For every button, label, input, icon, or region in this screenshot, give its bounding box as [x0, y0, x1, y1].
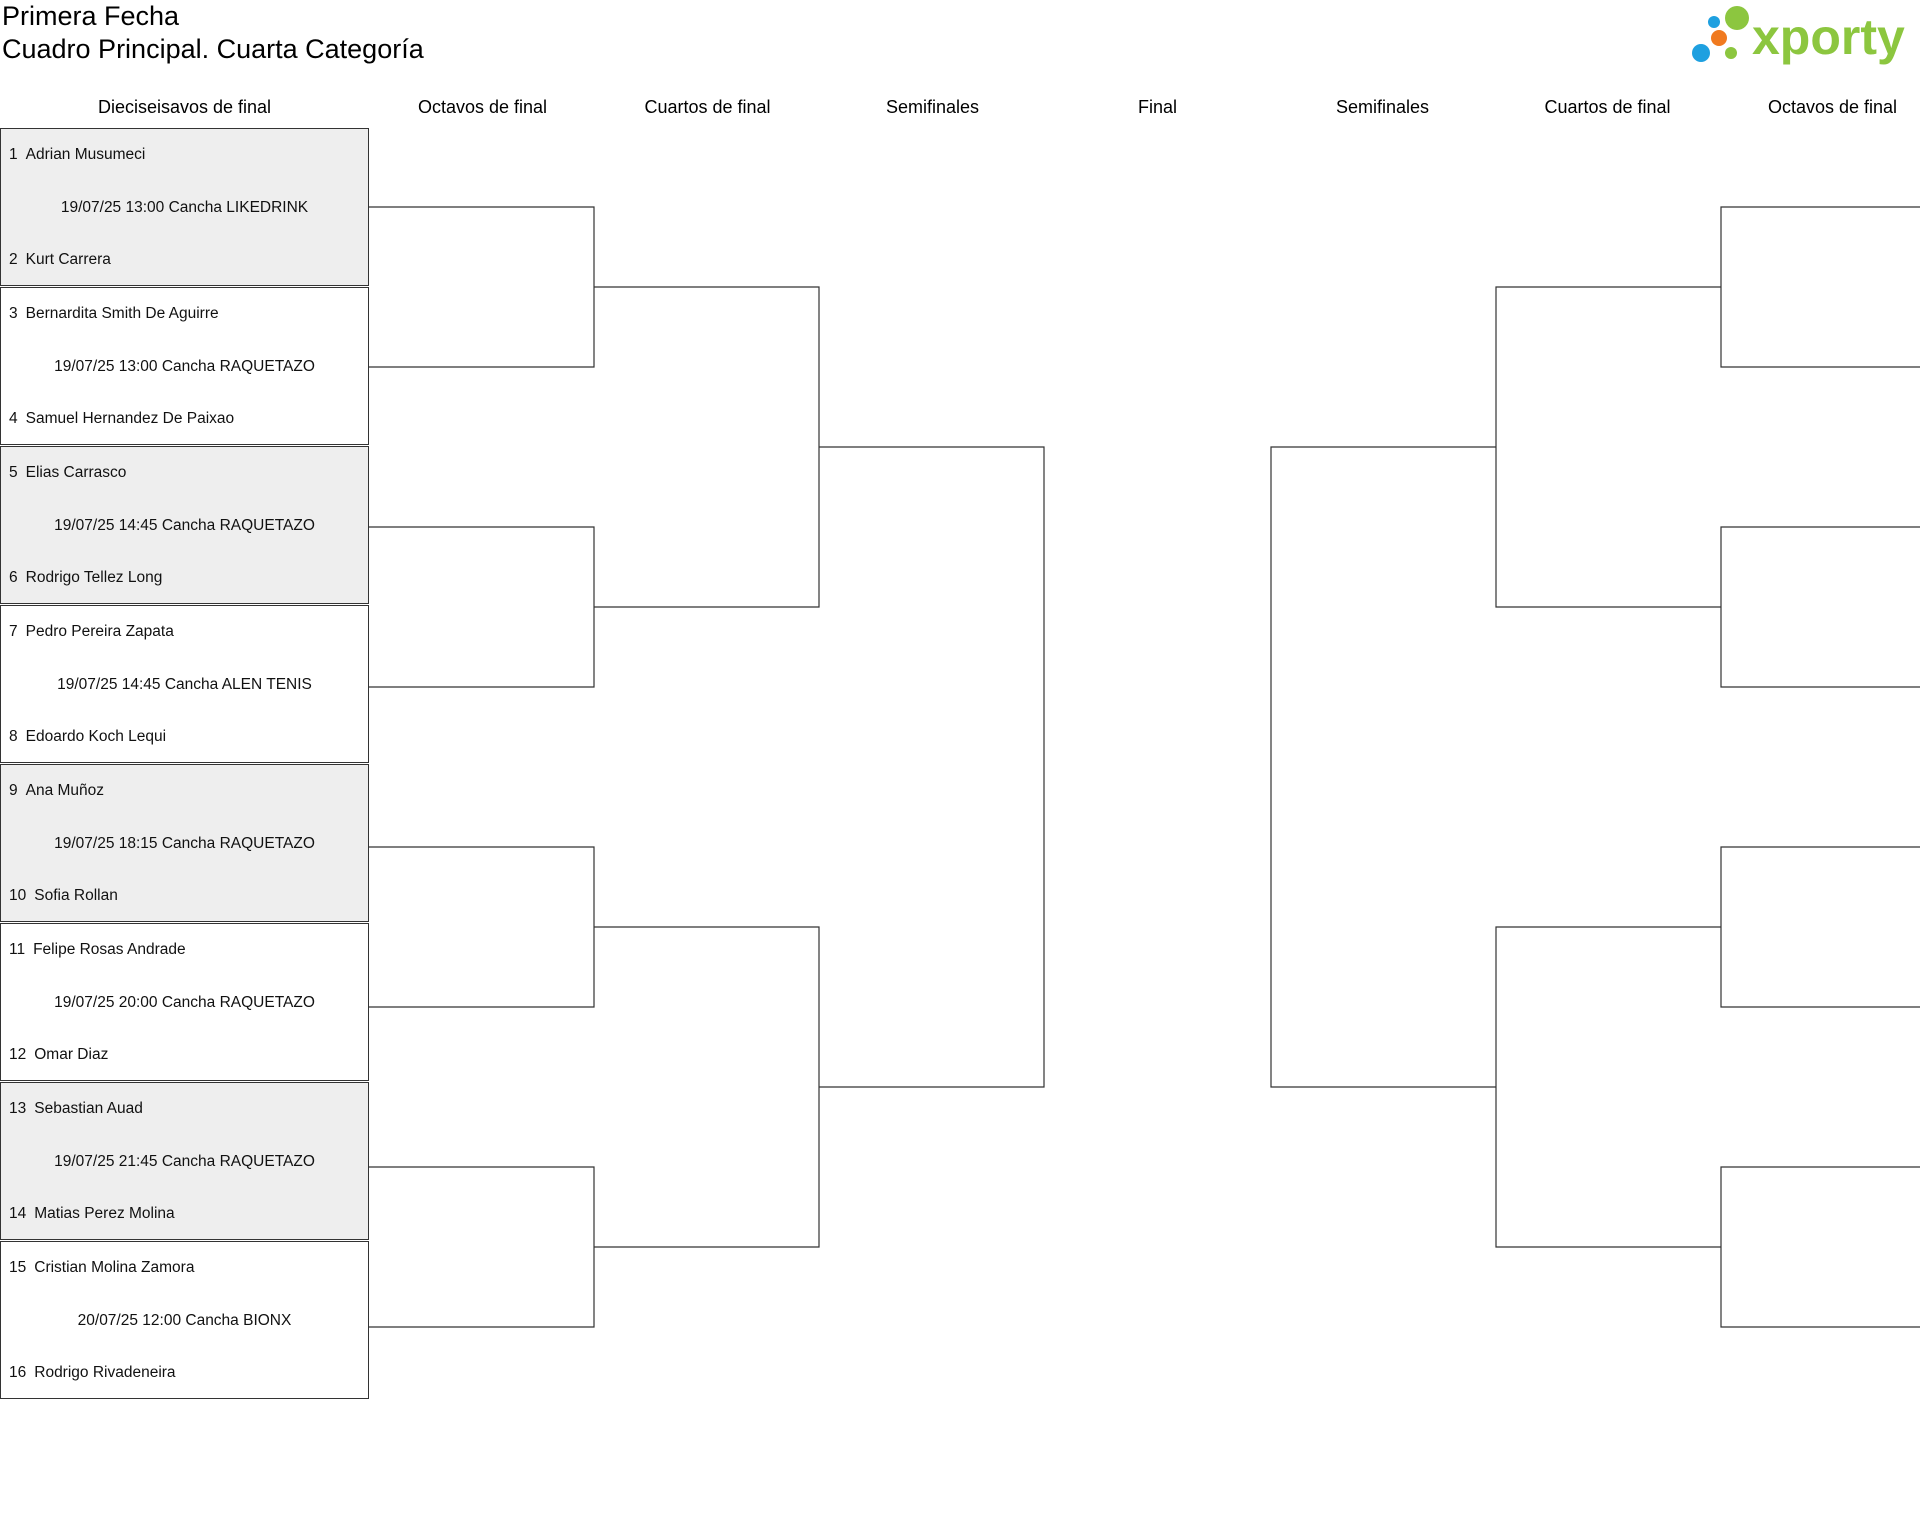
bracket-cuartos-right-1 [1496, 287, 1721, 607]
round-header-octavos-left: Octavos de final [417, 97, 548, 117]
player-seed: 14 [9, 1205, 27, 1222]
player-row [9, 940, 186, 960]
match-schedule: 19/07/25 21:45 Cancha RAQUETAZO [54, 1153, 315, 1170]
player-name: Elias Carrasco [25, 464, 127, 481]
player-seed: 7 [9, 623, 18, 640]
player-row [9, 727, 166, 747]
player-seed: 15 [9, 1259, 27, 1276]
bracket-cuartos-1 [594, 287, 819, 607]
bracket-semifinal-left [819, 447, 1044, 1087]
player-seed: 1 [9, 146, 18, 163]
round-header-semifinales-left: Semifinales [885, 97, 980, 117]
bracket-octavos-2 [369, 527, 594, 687]
player-seed: 9 [9, 782, 18, 799]
player-name: Cristian Molina Zamora [34, 1259, 195, 1276]
player-name: Sofia Rollan [34, 887, 118, 904]
player-name: Matias Perez Molina [34, 1205, 175, 1222]
player-seed: 2 [9, 251, 18, 268]
player-seed: 10 [9, 887, 27, 904]
player-name: Ana Muñoz [25, 782, 105, 799]
match-schedule: 19/07/25 18:15 Cancha RAQUETAZO [54, 835, 315, 852]
round-header-octavos-right: Octavos de final [1767, 97, 1898, 117]
player-name: Omar Diaz [34, 1046, 109, 1063]
round-header-cuartos-left: Cuartos de final [644, 97, 771, 117]
round-header-final: Final [1137, 97, 1177, 117]
player-row [9, 568, 162, 588]
bracket-octavos-right-4 [1721, 1167, 1920, 1327]
match-box [0, 287, 369, 445]
bracket-octavos-right-3 [1721, 847, 1920, 1007]
player-row [9, 1258, 194, 1278]
logo-wordmark: xporty [1752, 9, 1905, 65]
round-header-dieciseisavos: Dieciseisavos de final [97, 97, 272, 117]
match-schedule: 19/07/25 14:45 Cancha ALEN TENIS [57, 676, 312, 693]
player-name: Kurt Carrera [25, 251, 111, 268]
bracket-octavos-1 [369, 207, 594, 367]
player-row [9, 409, 234, 429]
player-name: Sebastian Auad [34, 1100, 143, 1117]
match-schedule: 19/07/25 20:00 Cancha RAQUETAZO [54, 994, 315, 1011]
player-row [9, 250, 111, 270]
match-schedule: 19/07/25 14:45 Cancha RAQUETAZO [54, 517, 315, 534]
page-subtitle: Cuadro Principal. Cuarta Categoría [2, 34, 424, 64]
player-name: Bernardita Smith De Aguirre [25, 305, 219, 322]
bracket-octavos-3 [369, 847, 594, 1007]
player-row [9, 463, 126, 483]
bracket-semifinal-right [1271, 447, 1496, 1087]
match-schedule: 19/07/25 13:00 Cancha LIKEDRINK [60, 199, 309, 216]
bracket-octavos-4 [369, 1167, 594, 1327]
player-name: Samuel Hernandez De Paixao [25, 410, 235, 427]
match-schedule: 20/07/25 12:00 Cancha BIONX [77, 1312, 292, 1329]
player-row [9, 1204, 175, 1224]
match-box [0, 764, 369, 922]
player-seed: 12 [9, 1046, 27, 1063]
player-seed: 6 [9, 569, 18, 586]
player-seed: 16 [9, 1364, 27, 1381]
match-box [0, 128, 369, 286]
player-seed: 5 [9, 464, 18, 481]
bracket-cuartos-2 [594, 927, 819, 1247]
player-name: Adrian Musumeci [25, 146, 146, 163]
bracket-cuartos-right-2 [1496, 927, 1721, 1247]
player-row [9, 1099, 143, 1119]
player-seed: 8 [9, 728, 18, 745]
player-seed: 13 [9, 1100, 27, 1117]
player-name: Rodrigo Tellez Long [25, 569, 163, 586]
player-row [9, 145, 145, 165]
match-box [0, 923, 369, 1081]
player-row [9, 304, 219, 324]
player-seed: 11 [9, 941, 26, 958]
player-row [9, 886, 118, 906]
player-name: Pedro Pereira Zapata [25, 623, 174, 640]
match-schedule: 19/07/25 13:00 Cancha RAQUETAZO [54, 358, 315, 375]
player-name: Edoardo Koch Lequi [25, 728, 167, 745]
player-row [9, 781, 104, 801]
match-box [0, 1241, 369, 1399]
bracket-octavos-right-1 [1721, 207, 1920, 367]
bracket-octavos-right-2 [1721, 527, 1920, 687]
match-box [0, 605, 369, 763]
round-header-semifinales-right: Semifinales [1335, 97, 1430, 117]
player-name: Felipe Rosas Andrade [33, 941, 186, 958]
player-seed: 3 [9, 305, 18, 322]
player-seed: 4 [9, 410, 18, 427]
round-header-cuartos-right: Cuartos de final [1544, 97, 1671, 117]
match-box [0, 446, 369, 604]
page-title: Primera Fecha [2, 1, 180, 31]
player-name: Rodrigo Rivadeneira [34, 1364, 176, 1381]
match-box [0, 1082, 369, 1240]
player-row [9, 1045, 108, 1065]
player-row [9, 622, 174, 642]
player-row [9, 1363, 176, 1383]
